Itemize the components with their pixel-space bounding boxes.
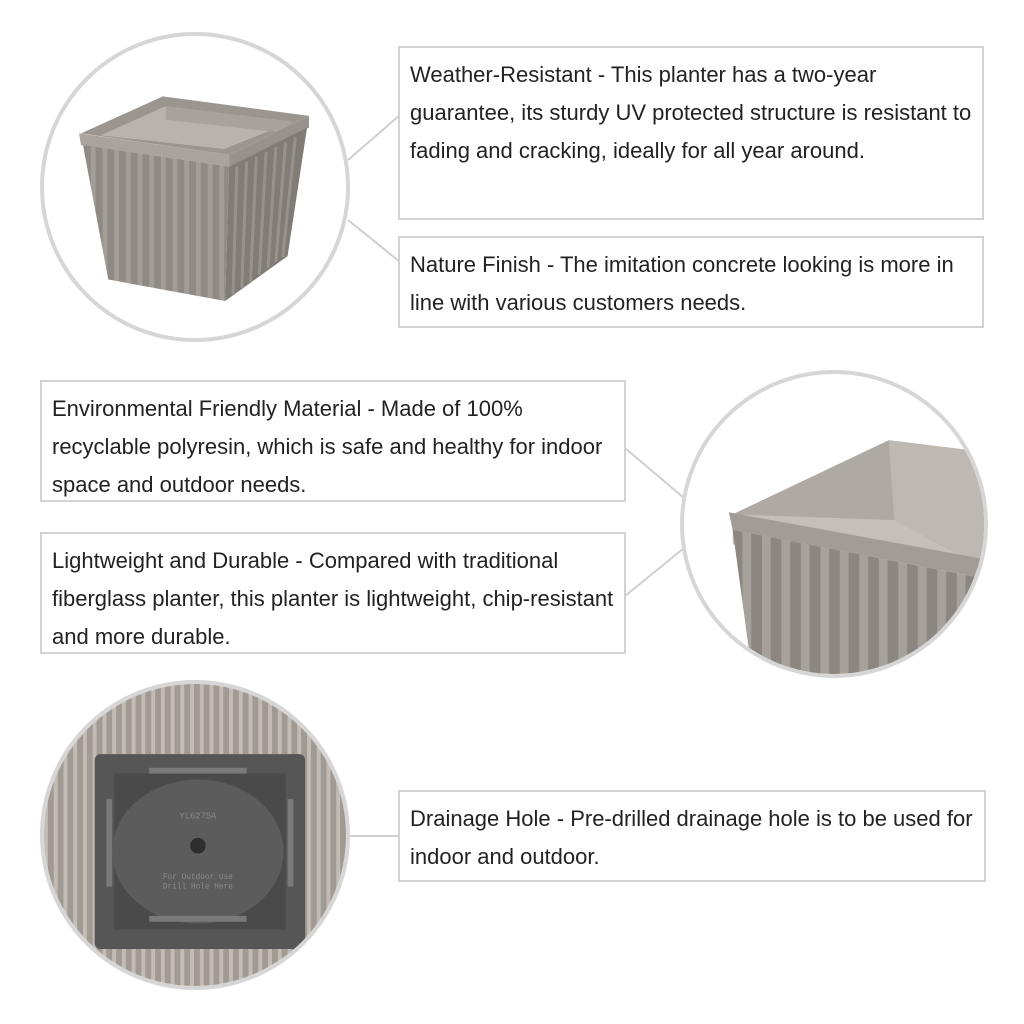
feature-weather-resistant [398, 46, 984, 220]
feature-lightweight-durable-text: Lightweight and Durable - Compared with traditional fiberglass planter, this planter is lightweight, chip-resistant and more durable. [52, 548, 614, 649]
rim-closeup-illustration [684, 374, 984, 674]
feature-nature-finish-text: Nature Finish - The imitation concrete looking is more in line with various customers needs. [410, 252, 954, 315]
connector-material [625, 448, 684, 498]
base-note-line-1: For Outdoor Use [162, 873, 233, 882]
base-note-line-2: Drill Hole Here [162, 883, 233, 892]
feature-lightweight-durable [40, 532, 626, 654]
feature-environmental-material-text: Environmental Friendly Material - Made of 100% recyclable polyresin, which is safe and healthy for indoor space and outdoor needs. [52, 396, 603, 497]
planter-full-view [40, 32, 350, 342]
feature-weather-resistant-text: Weather-Resistant - This planter has a two-year guarantee, its sturdy UV protected structure is resistant to fading and cracking, ideally for all year around. [410, 62, 972, 163]
feature-drainage-hole-text: Drainage Hole - Pre-drilled drainage hole is to be used for indoor and outdoor. [410, 806, 973, 869]
feature-environmental-material [40, 380, 626, 502]
base-model-number: YL6275A [179, 811, 217, 822]
base-illustration [44, 684, 346, 986]
feature-drainage-hole [398, 790, 986, 882]
connector-lightweight [625, 548, 684, 596]
planter-base-view [40, 680, 350, 990]
planter-illustration [44, 36, 346, 338]
planter-rim-closeup [680, 370, 988, 678]
feature-nature-finish [398, 236, 984, 328]
connector-weather [348, 115, 400, 160]
connector-finish [348, 220, 400, 262]
